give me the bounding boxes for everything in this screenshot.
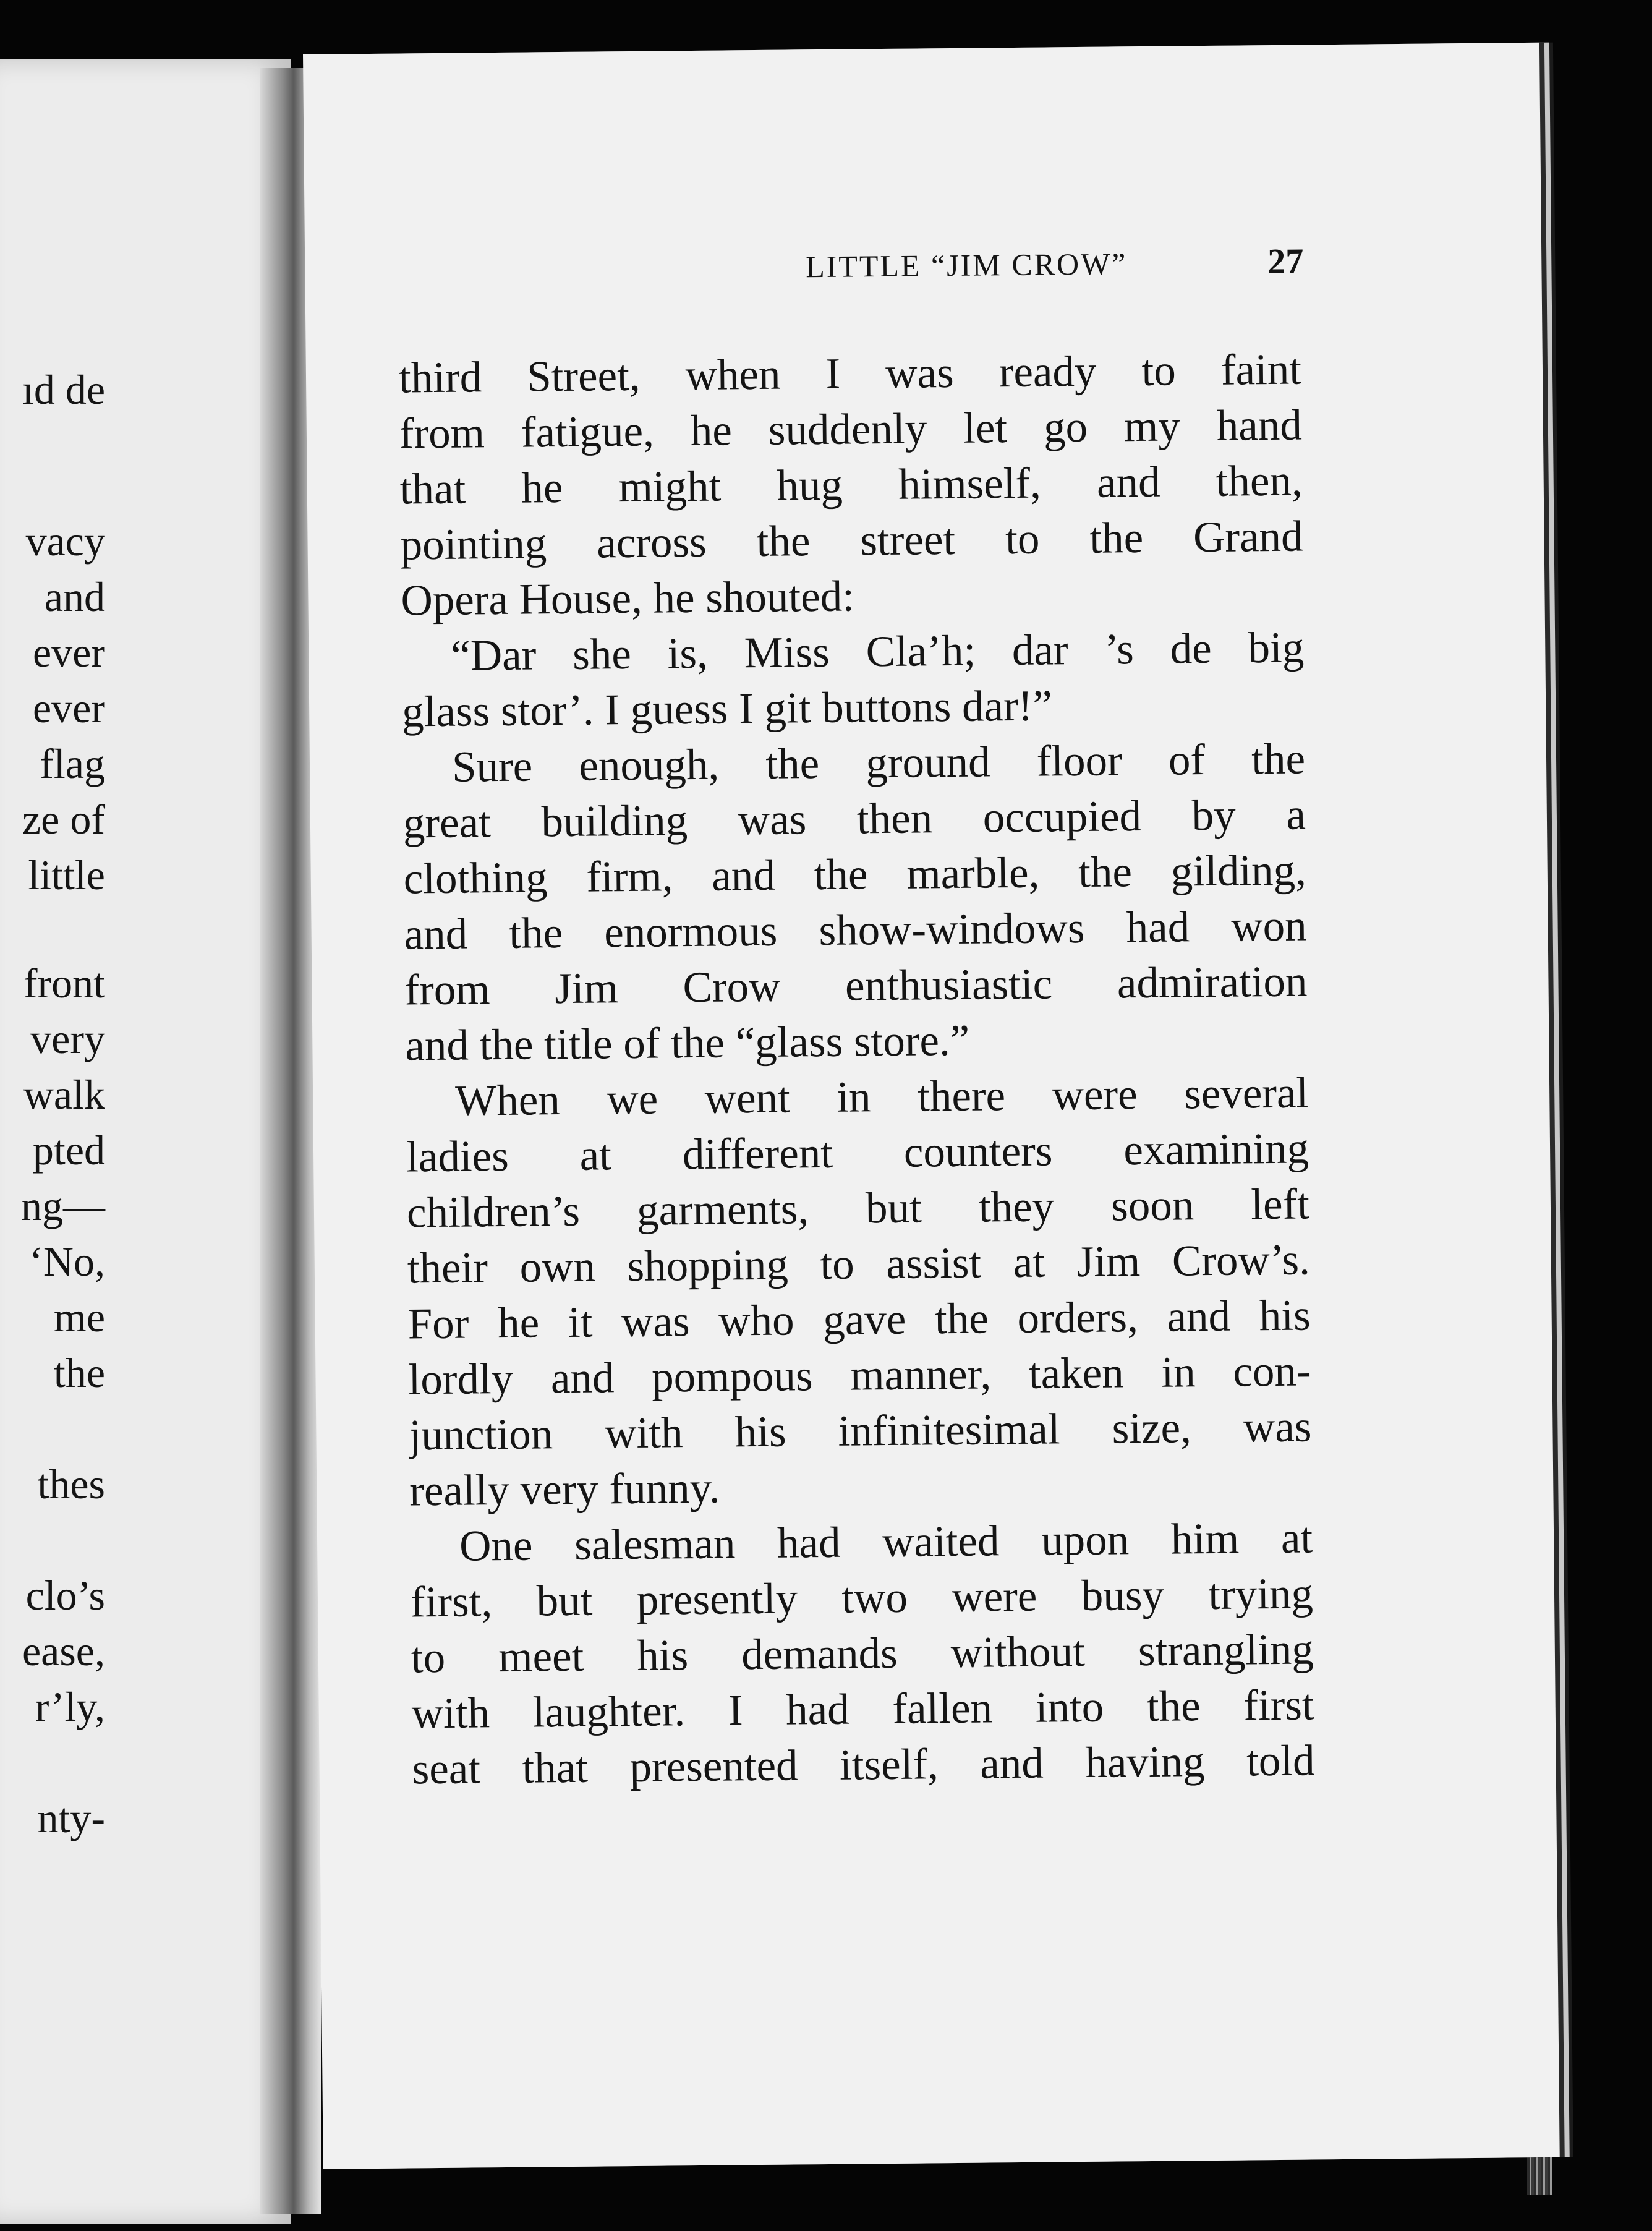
text-line: clothing firm, and the marble, the gilding, [403,846,1307,903]
page-number: 27 [1267,241,1304,282]
text-line: One salesman had waited upon him at [459,1514,1313,1571]
left-page-fragment: walk [23,1071,105,1118]
text-line: children’s garments, but they soon left [406,1180,1310,1237]
left-page-fragment: vacy [25,518,105,565]
left-page-fragment: very [30,1015,105,1062]
text-line: and the enormous show-windows had won [404,902,1307,959]
left-page-fragment: ıd de [22,366,105,413]
facing-page-left [0,59,291,2224]
text-line: Sure enough, the ground floor of the [451,735,1306,791]
left-page-fragment: ever [32,685,105,732]
text-line: ladies at different counters examining [406,1124,1309,1182]
text-line: great building was then occupied by a [402,790,1306,848]
left-page-fragment: ze of [22,796,105,843]
left-page-fragment: me [53,1294,105,1341]
left-page-fragment: the [53,1349,105,1396]
left-page-fragment: ever [32,629,105,676]
text-line: that he might hug himself, and then, [399,456,1303,514]
text-line: pointing across the street to the Grand [400,512,1303,569]
left-page-fragment: flag [40,740,105,787]
text-line: to meet his demands without strangling [411,1625,1314,1683]
left-page-fragment: nty- [37,1794,105,1841]
text-line: third Street, when I was ready to faint [398,345,1302,403]
left-page-fragment: and [44,573,105,620]
text-line: Opera House, he shouted: [401,572,855,625]
text-line: from Jim Crow enthusiastic admiration [404,957,1308,1015]
text-line: seat that presented itself, and having told [412,1736,1315,1794]
left-page-fragment: thes [37,1461,105,1508]
text-line: and the title of the “glass store.” [405,1016,970,1070]
text-line: When we went in there were several [454,1069,1309,1125]
text-line: really very funny. [409,1464,720,1516]
text-line: lordly and pompous manner, taken in con- [408,1347,1311,1404]
text-line: their own shopping to assist at Jim Crow’s. [407,1235,1311,1293]
text-line: junction with his infinitesimal size, was [409,1402,1312,1460]
page-body [399,342,1315,1798]
left-page-fragment: ‘No, [29,1238,105,1285]
running-head: LITTLE “JIM CROW” [805,246,1128,284]
left-page-fragment: front [23,960,105,1007]
text-line: first, but presently two were busy trying [410,1569,1314,1627]
text-line: “Dar she is, Miss Cla’h; dar ’s de big [450,623,1305,680]
text-line: from fatigue, he suddenly let go my hand [399,401,1303,458]
left-page-fragment: clo’s [25,1572,105,1619]
text-line: glass stor’. I guess I git buttons dar!” [401,681,1053,736]
left-page-fragment: r’ly, [35,1683,105,1730]
text-line: For he it was who gave the orders, and his [407,1291,1311,1349]
left-page-fragment: ease, [22,1627,105,1674]
book-page [303,43,1560,2169]
text-line: with laughter. I had fallen into the first [411,1681,1315,1738]
left-page-fragment: ng— [21,1182,105,1229]
left-page-fragment: little [28,851,105,898]
left-page-fragment: pted [32,1127,105,1174]
